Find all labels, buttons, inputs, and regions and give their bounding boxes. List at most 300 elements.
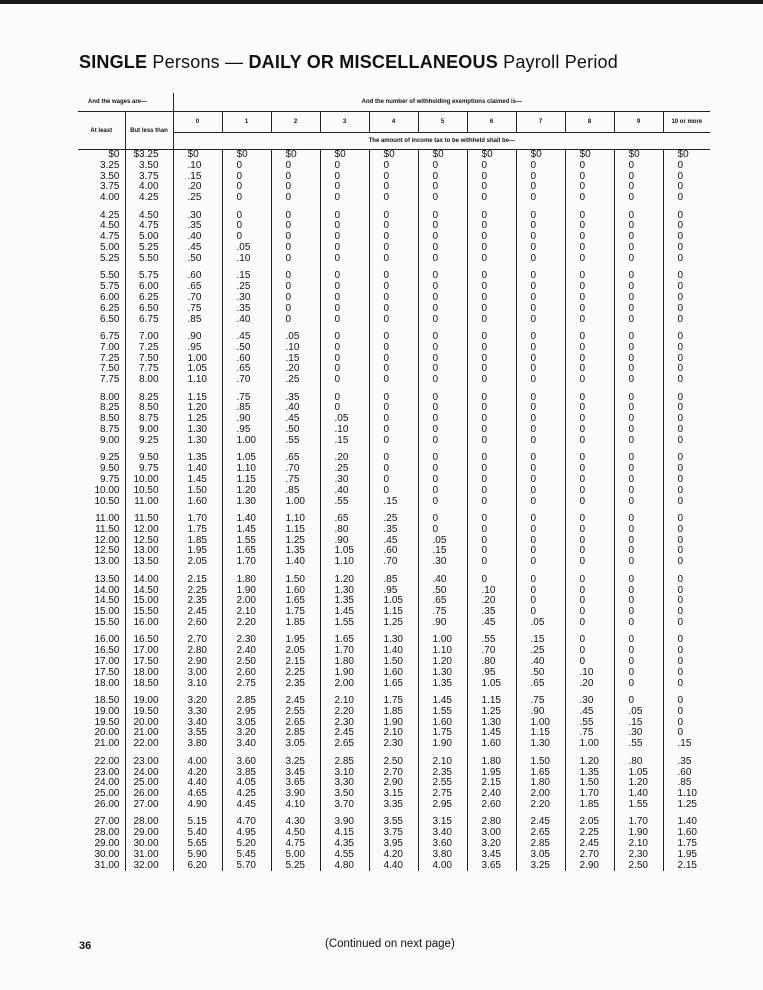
table-row bbox=[78, 557, 710, 568]
table-row bbox=[78, 403, 710, 414]
tax-cell: 0 bbox=[369, 375, 418, 386]
tax-cell: .45 bbox=[222, 332, 271, 343]
tax-cell: 2.90 bbox=[565, 861, 614, 872]
withholding-table bbox=[78, 93, 710, 871]
tax-cell: 2.45 bbox=[516, 817, 565, 828]
at-least-cell: 4.75 bbox=[100, 231, 120, 243]
tax-cell: 0 bbox=[516, 332, 565, 343]
tax-cell: 3.50 bbox=[320, 789, 369, 800]
tax-cell: 2.45 bbox=[271, 696, 320, 707]
tax-cell: 0 bbox=[271, 232, 320, 243]
tax-cell: 0 bbox=[614, 546, 663, 557]
tax-cell: 0 bbox=[614, 646, 663, 657]
tax-cell: 1.60 bbox=[173, 497, 222, 508]
tax-cell: 0 bbox=[516, 403, 565, 414]
tax-cell: 1.05 bbox=[467, 679, 516, 690]
tax-cell: .55 bbox=[467, 635, 516, 646]
tax-cell: 0 bbox=[663, 497, 710, 508]
tax-cell: 0 bbox=[663, 557, 710, 568]
tax-cell: .40 bbox=[418, 575, 467, 586]
tax-cell: 0 bbox=[418, 414, 467, 425]
tax-cell: .20 bbox=[565, 679, 614, 690]
wages-header: And the wages are— bbox=[78, 93, 173, 112]
tax-cell: 0 bbox=[614, 557, 663, 568]
tax-cell: 2.10 bbox=[418, 757, 467, 768]
tax-cell: 0 bbox=[320, 282, 369, 293]
tax-cell: $0 bbox=[271, 150, 320, 161]
tax-cell: .85 bbox=[369, 575, 418, 586]
tax-cell: $0 bbox=[467, 150, 516, 161]
tax-cell: .10 bbox=[271, 343, 320, 354]
tax-cell: 1.20 bbox=[320, 575, 369, 586]
tax-cell: 4.35 bbox=[320, 839, 369, 850]
tax-cell: 0 bbox=[565, 464, 614, 475]
tax-cell: 2.50 bbox=[614, 861, 663, 872]
tax-cell: 0 bbox=[663, 193, 710, 204]
tax-cell: 0 bbox=[467, 536, 516, 547]
tax-cell: 6.20 bbox=[173, 861, 222, 872]
tax-cell: 0 bbox=[614, 436, 663, 447]
tax-cell: 0 bbox=[516, 436, 565, 447]
tax-cell: 1.00 bbox=[516, 718, 565, 729]
tax-cell: 0 bbox=[565, 243, 614, 254]
tax-cell: .35 bbox=[271, 393, 320, 404]
tax-cell: 0 bbox=[320, 343, 369, 354]
tax-cell: .45 bbox=[369, 536, 418, 547]
tax-cell: 0 bbox=[614, 182, 663, 193]
tax-cell: 0 bbox=[418, 232, 467, 243]
table-row bbox=[78, 475, 710, 486]
but-less-than-cell: 18.50 bbox=[125, 679, 173, 690]
table-row bbox=[78, 221, 710, 232]
tax-cell: 0 bbox=[369, 211, 418, 222]
tax-cell: .35 bbox=[173, 221, 222, 232]
tax-cell: 0 bbox=[516, 596, 565, 607]
tax-cell: 3.40 bbox=[173, 718, 222, 729]
at-least-cell: 8.75 bbox=[100, 424, 120, 436]
tax-cell: 1.20 bbox=[222, 486, 271, 497]
but-less-than-cell: 9.50 bbox=[125, 453, 173, 464]
tax-cell: 1.25 bbox=[173, 414, 222, 425]
at-least-cell: 28.00 bbox=[94, 827, 120, 839]
tax-cell: .10 bbox=[467, 586, 516, 597]
tax-cell: .75 bbox=[565, 728, 614, 739]
tax-cell: .90 bbox=[418, 618, 467, 629]
tax-cell: .50 bbox=[418, 586, 467, 597]
but-less-than-cell: 19.00 bbox=[125, 696, 173, 707]
but-less-than-cell: 14.50 bbox=[125, 586, 173, 597]
at-least-cell: 7.50 bbox=[100, 363, 120, 375]
at-least-cell: 10.00 bbox=[94, 484, 120, 496]
tax-cell: 2.85 bbox=[271, 728, 320, 739]
tax-cell: 1.15 bbox=[222, 475, 271, 486]
tax-cell: .75 bbox=[516, 696, 565, 707]
but-less-than-cell: 14.00 bbox=[125, 575, 173, 586]
tax-cell: 2.75 bbox=[418, 789, 467, 800]
tax-cell: 1.60 bbox=[271, 586, 320, 597]
tax-cell: 0 bbox=[369, 486, 418, 497]
tax-cell: 1.60 bbox=[418, 718, 467, 729]
tax-cell: 1.90 bbox=[418, 739, 467, 750]
table-row bbox=[78, 757, 710, 768]
table-row bbox=[78, 332, 710, 343]
tax-cell: 2.50 bbox=[222, 657, 271, 668]
tax-cell: 0 bbox=[369, 414, 418, 425]
tax-cell: 4.80 bbox=[320, 861, 369, 872]
title-single: SINGLE bbox=[79, 52, 148, 72]
but-less-than-cell: 21.00 bbox=[125, 728, 173, 739]
tax-cell: .60 bbox=[663, 768, 710, 779]
tax-cell: 1.65 bbox=[271, 596, 320, 607]
tax-cell: 1.55 bbox=[418, 707, 467, 718]
tax-cell: 0 bbox=[369, 243, 418, 254]
tax-cell: 0 bbox=[418, 282, 467, 293]
tax-cell: .55 bbox=[271, 436, 320, 447]
tax-cell: 1.95 bbox=[173, 546, 222, 557]
table-row bbox=[78, 364, 710, 375]
tax-cell: 0 bbox=[565, 657, 614, 668]
tax-cell: 0 bbox=[222, 161, 271, 172]
tax-cell: 0 bbox=[516, 453, 565, 464]
tax-cell: 0 bbox=[614, 486, 663, 497]
tax-cell: 0 bbox=[663, 696, 710, 707]
tax-cell: .05 bbox=[418, 536, 467, 547]
tax-cell: 0 bbox=[565, 343, 614, 354]
tax-cell: .90 bbox=[173, 332, 222, 343]
tax-cell: 1.30 bbox=[173, 425, 222, 436]
tax-cell: 0 bbox=[663, 575, 710, 586]
but-less-than-cell: 7.50 bbox=[125, 354, 173, 365]
tax-cell: 0 bbox=[663, 728, 710, 739]
tax-cell: 1.70 bbox=[565, 789, 614, 800]
tax-cell: 0 bbox=[418, 293, 467, 304]
exemption-col-header: 7 bbox=[516, 112, 565, 133]
tax-cell: 0 bbox=[614, 254, 663, 265]
tax-cell: 0 bbox=[516, 354, 565, 365]
tax-cell: 0 bbox=[516, 575, 565, 586]
tax-cell: 1.15 bbox=[173, 393, 222, 404]
tax-cell: 1.40 bbox=[614, 789, 663, 800]
but-less-than-cell: 6.00 bbox=[125, 282, 173, 293]
tax-cell: 0 bbox=[418, 436, 467, 447]
tax-cell: 0 bbox=[565, 254, 614, 265]
tax-cell: 0 bbox=[663, 354, 710, 365]
but-less-than-cell: 5.00 bbox=[125, 232, 173, 243]
tax-cell: 3.95 bbox=[369, 839, 418, 850]
tax-cell: .90 bbox=[320, 536, 369, 547]
title-payroll-period: Payroll Period bbox=[497, 52, 618, 72]
tax-cell: 0 bbox=[663, 586, 710, 597]
tax-cell: 1.80 bbox=[467, 757, 516, 768]
tax-cell: 0 bbox=[614, 193, 663, 204]
at-least-cell: 5.75 bbox=[100, 281, 120, 293]
tax-cell: 1.90 bbox=[222, 586, 271, 597]
tax-cell: 0 bbox=[418, 375, 467, 386]
tax-cell: 0 bbox=[663, 282, 710, 293]
tax-cell: .35 bbox=[663, 757, 710, 768]
table-row bbox=[78, 375, 710, 386]
tax-cell: 0 bbox=[516, 232, 565, 243]
tax-cell: .15 bbox=[418, 546, 467, 557]
tax-cell: .25 bbox=[271, 375, 320, 386]
tax-cell: 0 bbox=[369, 425, 418, 436]
tax-cell: 0 bbox=[516, 414, 565, 425]
but-less-than-cell: 9.75 bbox=[125, 464, 173, 475]
tax-cell: 1.40 bbox=[663, 817, 710, 828]
tax-cell: 3.35 bbox=[369, 800, 418, 811]
tax-cell: 0 bbox=[467, 343, 516, 354]
table-row bbox=[78, 464, 710, 475]
tax-cell: 4.45 bbox=[222, 800, 271, 811]
tax-cell: 2.80 bbox=[173, 646, 222, 657]
tax-cell: 0 bbox=[467, 514, 516, 525]
tax-cell: 0 bbox=[271, 315, 320, 326]
table-row bbox=[78, 243, 710, 254]
tax-cell: 2.90 bbox=[173, 657, 222, 668]
tax-cell: 1.65 bbox=[369, 679, 418, 690]
tax-cell: 4.95 bbox=[222, 828, 271, 839]
tax-cell: 0 bbox=[467, 282, 516, 293]
tax-cell: 1.80 bbox=[516, 778, 565, 789]
but-less-than-cell: 3.75 bbox=[125, 172, 173, 183]
tax-cell: 0 bbox=[516, 282, 565, 293]
tax-cell: 4.20 bbox=[369, 850, 418, 861]
tax-cell: $0 bbox=[320, 150, 369, 161]
tax-cell: 0 bbox=[467, 403, 516, 414]
tax-cell: .05 bbox=[320, 414, 369, 425]
tax-cell: .35 bbox=[222, 304, 271, 315]
tax-cell: 0 bbox=[369, 453, 418, 464]
tax-cell: 0 bbox=[614, 375, 663, 386]
tax-cell: 1.95 bbox=[271, 635, 320, 646]
tax-cell: 0 bbox=[614, 596, 663, 607]
tax-cell: 0 bbox=[418, 161, 467, 172]
at-least-cell: 18.00 bbox=[94, 677, 120, 689]
tax-cell: 0 bbox=[467, 464, 516, 475]
but-less-than-cell: 12.00 bbox=[125, 525, 173, 536]
tax-cell: 2.65 bbox=[271, 718, 320, 729]
tax-cell: 2.60 bbox=[467, 800, 516, 811]
tax-cell: 0 bbox=[320, 393, 369, 404]
tax-cell: 1.90 bbox=[369, 718, 418, 729]
tax-cell: 2.10 bbox=[369, 728, 418, 739]
tax-cell: .70 bbox=[467, 646, 516, 657]
exemptions-header: And the number of withholding exemptions claimed is— bbox=[173, 93, 710, 112]
at-least-cell: 7.25 bbox=[100, 352, 120, 364]
tax-cell: 0 bbox=[565, 375, 614, 386]
tax-cell: 4.50 bbox=[271, 828, 320, 839]
tax-cell: .80 bbox=[467, 657, 516, 668]
but-less-than-cell: 27.00 bbox=[125, 800, 173, 811]
tax-cell: 0 bbox=[369, 271, 418, 282]
but-less-than-cell: $3.25 bbox=[125, 150, 173, 161]
tax-cell: 3.20 bbox=[467, 839, 516, 850]
exemption-col-header: 1 bbox=[222, 112, 271, 133]
tax-cell: 0 bbox=[565, 514, 614, 525]
tax-cell: 3.65 bbox=[271, 778, 320, 789]
table-row bbox=[78, 668, 710, 679]
tax-cell: 0 bbox=[467, 486, 516, 497]
tax-cell: 1.80 bbox=[222, 575, 271, 586]
exemption-col-header: 4 bbox=[369, 112, 418, 133]
tax-cell: 0 bbox=[222, 232, 271, 243]
tax-cell: 1.30 bbox=[516, 739, 565, 750]
tax-cell: 3.10 bbox=[173, 679, 222, 690]
tax-cell: 0 bbox=[418, 403, 467, 414]
tax-cell: 0 bbox=[565, 414, 614, 425]
tax-cell: 1.85 bbox=[173, 536, 222, 547]
tax-cell: .05 bbox=[271, 332, 320, 343]
tax-cell: .55 bbox=[614, 739, 663, 750]
tax-cell: 0 bbox=[222, 211, 271, 222]
but-less-than-cell: 16.50 bbox=[125, 635, 173, 646]
tax-cell: 0 bbox=[614, 607, 663, 618]
wage-bracket-group bbox=[78, 150, 710, 204]
tax-cell: 0 bbox=[516, 304, 565, 315]
tax-cell: 0 bbox=[467, 211, 516, 222]
tax-cell: 0 bbox=[663, 635, 710, 646]
tax-cell: 2.80 bbox=[467, 817, 516, 828]
tax-cell: 0 bbox=[614, 315, 663, 326]
tax-cell: .75 bbox=[222, 393, 271, 404]
at-least-cell: 8.00 bbox=[100, 391, 120, 403]
at-least-cell: 3.50 bbox=[100, 170, 120, 182]
tax-cell: 0 bbox=[320, 271, 369, 282]
tax-cell: 0 bbox=[614, 453, 663, 464]
wage-bracket-group bbox=[78, 635, 710, 689]
tax-cell: 0 bbox=[418, 332, 467, 343]
tax-cell: 0 bbox=[320, 193, 369, 204]
tax-cell: 1.75 bbox=[663, 839, 710, 850]
tax-cell: .45 bbox=[173, 243, 222, 254]
tax-cell: 3.00 bbox=[467, 828, 516, 839]
tax-cell: 3.80 bbox=[173, 739, 222, 750]
tax-cell: 0 bbox=[320, 354, 369, 365]
but-less-than-cell: 12.50 bbox=[125, 536, 173, 547]
tax-cell: 0 bbox=[663, 332, 710, 343]
tax-cell: 1.40 bbox=[222, 514, 271, 525]
table-header bbox=[78, 93, 710, 150]
tax-cell: 0 bbox=[614, 393, 663, 404]
wage-bracket-group bbox=[78, 817, 710, 871]
at-least-cell: 3.75 bbox=[100, 181, 120, 193]
tax-cell: 0 bbox=[663, 243, 710, 254]
tax-cell: 3.90 bbox=[320, 817, 369, 828]
tax-cell: 0 bbox=[663, 514, 710, 525]
but-less-than-cell: 7.75 bbox=[125, 364, 173, 375]
tax-cell: 1.55 bbox=[222, 536, 271, 547]
tax-cell: 0 bbox=[614, 475, 663, 486]
table-row bbox=[78, 315, 710, 326]
tax-cell: 2.10 bbox=[614, 839, 663, 850]
tax-cell: 0 bbox=[663, 315, 710, 326]
tax-cell: 2.15 bbox=[173, 575, 222, 586]
tax-cell: 2.70 bbox=[565, 850, 614, 861]
tax-cell: 0 bbox=[467, 293, 516, 304]
table-row bbox=[78, 436, 710, 447]
table-row bbox=[78, 254, 710, 265]
at-least-header: At least bbox=[78, 112, 125, 150]
tax-cell: .15 bbox=[222, 271, 271, 282]
tax-cell: 0 bbox=[418, 514, 467, 525]
tax-cell: 0 bbox=[271, 254, 320, 265]
top-rule bbox=[0, 0, 763, 4]
but-less-than-cell: 5.50 bbox=[125, 254, 173, 265]
at-least-cell: 13.50 bbox=[94, 573, 120, 585]
tax-cell: 3.65 bbox=[467, 861, 516, 872]
tax-cell: 3.45 bbox=[271, 768, 320, 779]
tax-cell: 2.25 bbox=[173, 586, 222, 597]
tax-cell: .90 bbox=[222, 414, 271, 425]
tax-cell: 4.10 bbox=[271, 800, 320, 811]
tax-cell: 1.90 bbox=[614, 828, 663, 839]
tax-cell: 0 bbox=[467, 575, 516, 586]
tax-cell: 2.30 bbox=[320, 718, 369, 729]
tax-cell: 0 bbox=[467, 254, 516, 265]
tax-cell: 0 bbox=[516, 475, 565, 486]
tax-cell: 0 bbox=[663, 403, 710, 414]
tax-cell: 4.65 bbox=[173, 789, 222, 800]
tax-cell: 0 bbox=[516, 557, 565, 568]
tax-cell: 2.95 bbox=[222, 707, 271, 718]
tax-cell: 1.15 bbox=[467, 696, 516, 707]
page-number: 36 bbox=[79, 940, 92, 952]
tax-cell: 2.40 bbox=[222, 646, 271, 657]
tax-cell: 1.30 bbox=[467, 718, 516, 729]
tax-cell: 0 bbox=[565, 221, 614, 232]
tax-cell: 1.10 bbox=[663, 789, 710, 800]
at-least-cell: 9.00 bbox=[100, 434, 120, 446]
tax-cell: 0 bbox=[369, 193, 418, 204]
tax-cell: 1.35 bbox=[173, 453, 222, 464]
tax-cell: .80 bbox=[614, 757, 663, 768]
tax-cell: 1.30 bbox=[173, 436, 222, 447]
tax-cell: 0 bbox=[614, 414, 663, 425]
tax-cell: 0 bbox=[467, 525, 516, 536]
at-least-cell: 5.25 bbox=[100, 252, 120, 264]
tax-cell: 0 bbox=[516, 525, 565, 536]
tax-cell: .75 bbox=[173, 304, 222, 315]
tax-cell: 5.40 bbox=[173, 828, 222, 839]
tax-cell: 2.65 bbox=[320, 739, 369, 750]
tax-cell: 1.10 bbox=[271, 514, 320, 525]
tax-cell: 1.10 bbox=[320, 557, 369, 568]
tax-cell: 0 bbox=[516, 425, 565, 436]
tax-cell: .85 bbox=[663, 778, 710, 789]
tax-cell: 0 bbox=[663, 254, 710, 265]
tax-cell: .90 bbox=[516, 707, 565, 718]
table-row bbox=[78, 575, 710, 586]
tax-cell: 0 bbox=[516, 497, 565, 508]
but-less-than-cell: 28.00 bbox=[125, 817, 173, 828]
tax-cell: 5.70 bbox=[222, 861, 271, 872]
tax-cell: 0 bbox=[516, 536, 565, 547]
tax-cell: 2.40 bbox=[467, 789, 516, 800]
tax-cell: 0 bbox=[565, 271, 614, 282]
wage-bracket-group bbox=[78, 332, 710, 386]
but-less-than-cell: 15.00 bbox=[125, 596, 173, 607]
tax-cell: 2.65 bbox=[516, 828, 565, 839]
at-least-cell: 30.00 bbox=[94, 848, 120, 860]
tax-cell: 0 bbox=[369, 254, 418, 265]
tax-cell: 0 bbox=[516, 182, 565, 193]
tax-cell: 0 bbox=[663, 221, 710, 232]
tax-cell: 0 bbox=[516, 211, 565, 222]
tax-cell: 3.55 bbox=[173, 728, 222, 739]
but-less-than-cell: 17.50 bbox=[125, 657, 173, 668]
tax-cell: 1.20 bbox=[173, 403, 222, 414]
at-least-cell: 13.00 bbox=[94, 556, 120, 568]
